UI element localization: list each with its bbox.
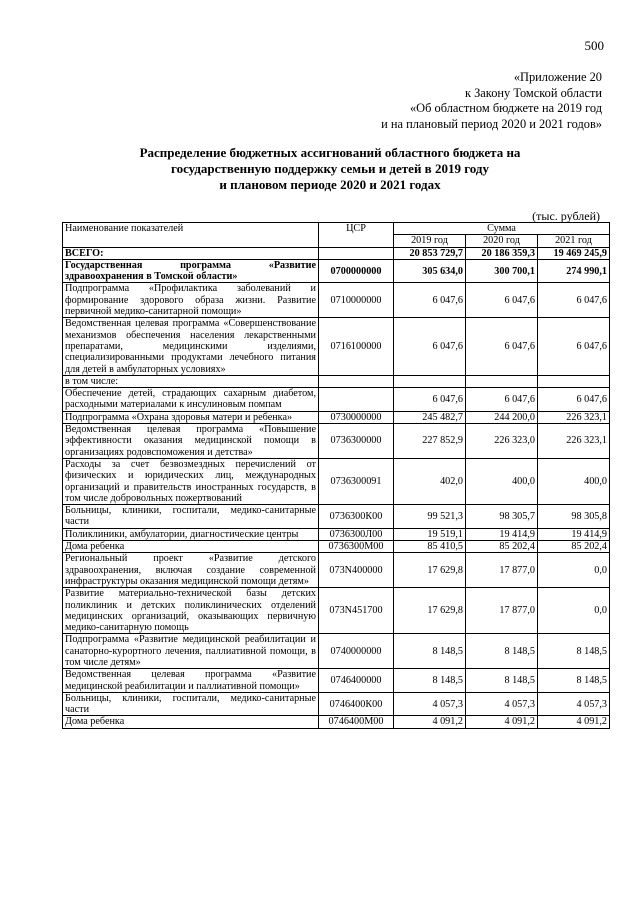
- row-value-2020: 8 148,5: [466, 669, 538, 693]
- row-value-2019: 19 519,1: [394, 528, 466, 540]
- row-value-2019: 8 148,5: [394, 669, 466, 693]
- row-name-cell: Региональный проект «Развитие детского здравоохранения, включая создание современной инфраструктуры оказания медицинской помощи детям»: [63, 553, 319, 588]
- row-name-cell: Поликлиники, амбулатории, диагностические центры: [63, 528, 319, 540]
- table-row: [63, 458, 610, 504]
- table-row: [63, 716, 610, 728]
- row-name-cell: Государственная программа «Развитие здравоохранения в Томской области»: [63, 259, 319, 283]
- appendix-line: «Приложение 20: [513, 70, 602, 84]
- row-csr-cell: 0730000000: [319, 411, 394, 423]
- document-title: [70, 145, 590, 193]
- row-name-cell: Больницы, клиники, госпитали, медико-санитарные части: [63, 692, 319, 716]
- header-year-2019: 2019 год: [394, 235, 466, 247]
- table-row: [63, 247, 610, 259]
- row-name-cell: Дома ребенка: [63, 541, 319, 553]
- row-value-2021: 0,0: [538, 588, 610, 634]
- row-value-2021: 6 047,6: [538, 388, 610, 412]
- header-year-2021: 2021 год: [538, 235, 610, 247]
- row-value-2020: 17 877,0: [466, 588, 538, 634]
- table-row: [63, 283, 610, 318]
- row-name-cell: Расходы за счет безвозмездных перечислений от физических и юридических лиц, международных организаций и правительств иностранных государств, в том числе добровольных пожертвований: [63, 458, 319, 504]
- table-row: [63, 318, 610, 375]
- row-csr-cell: 073N400000: [319, 553, 394, 588]
- row-value-2020: 8 148,5: [466, 634, 538, 669]
- row-value-2019: 4 091,2: [394, 716, 466, 728]
- row-name-cell: Подпрограмма «Охрана здоровья матери и ребенка»: [63, 411, 319, 423]
- table-row: [63, 375, 610, 387]
- table-row: [63, 424, 610, 459]
- table-row: [63, 634, 610, 669]
- table-row: [63, 505, 610, 529]
- header-year-2020: 2020 год: [466, 235, 538, 247]
- row-csr-cell: [319, 247, 394, 259]
- row-csr-cell: [319, 388, 394, 412]
- appendix-line: и на плановый период 2020 и 2021 годов»: [381, 116, 602, 131]
- row-value-2020: [466, 375, 538, 387]
- table-row: [63, 669, 610, 693]
- title-line: и плановом периоде 2020 и 2021 годах: [219, 177, 441, 192]
- table-row: [63, 541, 610, 553]
- row-value-2019: 6 047,6: [394, 388, 466, 412]
- row-value-2020: 244 200,0: [466, 411, 538, 423]
- row-value-2021: 4 057,3: [538, 692, 610, 716]
- row-csr-cell: 0746400000: [319, 669, 394, 693]
- row-value-2021: 0,0: [538, 553, 610, 588]
- row-csr-cell: 0700000000: [319, 259, 394, 283]
- row-name-cell: в том числе:: [63, 375, 319, 387]
- row-value-2019: 17 629,8: [394, 588, 466, 634]
- row-value-2019: 227 852,9: [394, 424, 466, 459]
- row-value-2019: 245 482,7: [394, 411, 466, 423]
- row-value-2020: 20 186 359,3: [466, 247, 538, 259]
- table-body: [63, 247, 610, 728]
- title-line: Распределение бюджетных ассигнований областного бюджета на: [139, 145, 521, 160]
- row-value-2019: 20 853 729,7: [394, 247, 466, 259]
- row-value-2019: 6 047,6: [394, 318, 466, 375]
- row-value-2020: 85 202,4: [466, 541, 538, 553]
- table-row: [63, 588, 610, 634]
- table-row: [63, 259, 610, 283]
- row-name-cell: Больницы, клиники, госпитали, медико-санитарные части: [63, 505, 319, 529]
- row-csr-cell: 0736300Л00: [319, 528, 394, 540]
- row-value-2021: 85 202,4: [538, 541, 610, 553]
- row-value-2021: 19 469 245,9: [538, 247, 610, 259]
- row-value-2020: 300 700,1: [466, 259, 538, 283]
- row-csr-cell: 0736300К00: [319, 505, 394, 529]
- row-name-cell: Обеспечение детей, страдающих сахарным диабетом, расходными материалами к инсулиновым помпам: [63, 388, 319, 412]
- units-label: (тыс. рублей): [532, 209, 600, 223]
- row-value-2020: 6 047,6: [466, 388, 538, 412]
- row-value-2020: 6 047,6: [466, 318, 538, 375]
- row-value-2021: 226 323,1: [538, 424, 610, 459]
- row-name-cell: ВСЕГО:: [63, 247, 319, 259]
- appendix-line: к Закону Томской области: [464, 85, 602, 100]
- row-csr-cell: 0736300000: [319, 424, 394, 459]
- row-value-2019: [394, 375, 466, 387]
- budget-table: [62, 222, 610, 729]
- header-csr: ЦСР: [319, 223, 394, 248]
- row-value-2020: 226 323,0: [466, 424, 538, 459]
- row-value-2020: 6 047,6: [466, 283, 538, 318]
- row-value-2021: 400,0: [538, 458, 610, 504]
- row-name-cell: Подпрограмма «Профилактика заболеваний и формирование здорового образа жизни. Развитие первичной медико-санитарной помощи»: [63, 283, 319, 318]
- header-name: Наименование показателей: [63, 223, 319, 248]
- row-value-2020: 17 877,0: [466, 553, 538, 588]
- table-row: [63, 553, 610, 588]
- row-csr-cell: 0740000000: [319, 634, 394, 669]
- row-name-cell: Ведомственная целевая программа «Повышение эффективности оказания медицинской помощи в организациях родовспоможения и детства»: [63, 424, 319, 459]
- row-csr-cell: 0746400К00: [319, 692, 394, 716]
- row-value-2019: 17 629,8: [394, 553, 466, 588]
- appendix-line: «Об областном бюджете на 2019 год: [409, 101, 602, 115]
- row-csr-cell: 073N451700: [319, 588, 394, 634]
- row-value-2019: 8 148,5: [394, 634, 466, 669]
- table-row: [63, 692, 610, 716]
- row-value-2019: 402,0: [394, 458, 466, 504]
- row-value-2019: 85 410,5: [394, 541, 466, 553]
- row-value-2019: 99 521,3: [394, 505, 466, 529]
- row-csr-cell: [319, 375, 394, 387]
- row-csr-cell: 0710000000: [319, 283, 394, 318]
- header-sum: Сумма: [394, 223, 610, 235]
- table-row: [63, 528, 610, 540]
- row-value-2021: 4 091,2: [538, 716, 610, 728]
- row-value-2019: 305 634,0: [394, 259, 466, 283]
- row-value-2020: 19 414,9: [466, 528, 538, 540]
- row-value-2020: 98 305,7: [466, 505, 538, 529]
- row-name-cell: Дома ребенка: [63, 716, 319, 728]
- row-value-2021: 274 990,1: [538, 259, 610, 283]
- row-value-2019: 6 047,6: [394, 283, 466, 318]
- row-value-2021: [538, 375, 610, 387]
- row-value-2020: 4 057,3: [466, 692, 538, 716]
- page-number: 500: [584, 38, 604, 53]
- row-name-cell: Ведомственная целевая программа «Совершенствование механизмов обеспечения населения лекарственными препаратами, медицинскими изделиями, специализированными продуктами лечебного питания для детей в амбулаторных условиях»: [63, 318, 319, 375]
- row-value-2021: 98 305,8: [538, 505, 610, 529]
- row-csr-cell: 0716100000: [319, 318, 394, 375]
- appendix-reference: [272, 70, 602, 132]
- row-name-cell: Ведомственная целевая программа «Развитие медицинской реабилитации и паллиативной помощи»: [63, 669, 319, 693]
- row-value-2021: 8 148,5: [538, 634, 610, 669]
- row-value-2021: 226 323,1: [538, 411, 610, 423]
- row-value-2020: 400,0: [466, 458, 538, 504]
- row-name-cell: Подпрограмма «Развитие медицинской реабилитации и санаторно-курортного лечения, паллиативной помощи, в том числе детям»: [63, 634, 319, 669]
- title-line: государственную поддержку семьи и детей в 2019 году: [171, 161, 489, 176]
- table-row: [63, 411, 610, 423]
- row-value-2021: 6 047,6: [538, 283, 610, 318]
- row-name-cell: Развитие материально-технической базы детских поликлиник и детских поликлинических отделений медицинских организаций, оказывающих первичную медико-санитарную помощь: [63, 588, 319, 634]
- table-header-row: [63, 223, 610, 235]
- row-csr-cell: 0736300М00: [319, 541, 394, 553]
- row-value-2020: 4 091,2: [466, 716, 538, 728]
- row-csr-cell: 0746400М00: [319, 716, 394, 728]
- row-value-2019: 4 057,3: [394, 692, 466, 716]
- row-value-2021: 19 414,9: [538, 528, 610, 540]
- row-value-2021: 8 148,5: [538, 669, 610, 693]
- row-value-2021: 6 047,6: [538, 318, 610, 375]
- row-csr-cell: 0736300091: [319, 458, 394, 504]
- table-row: [63, 388, 610, 412]
